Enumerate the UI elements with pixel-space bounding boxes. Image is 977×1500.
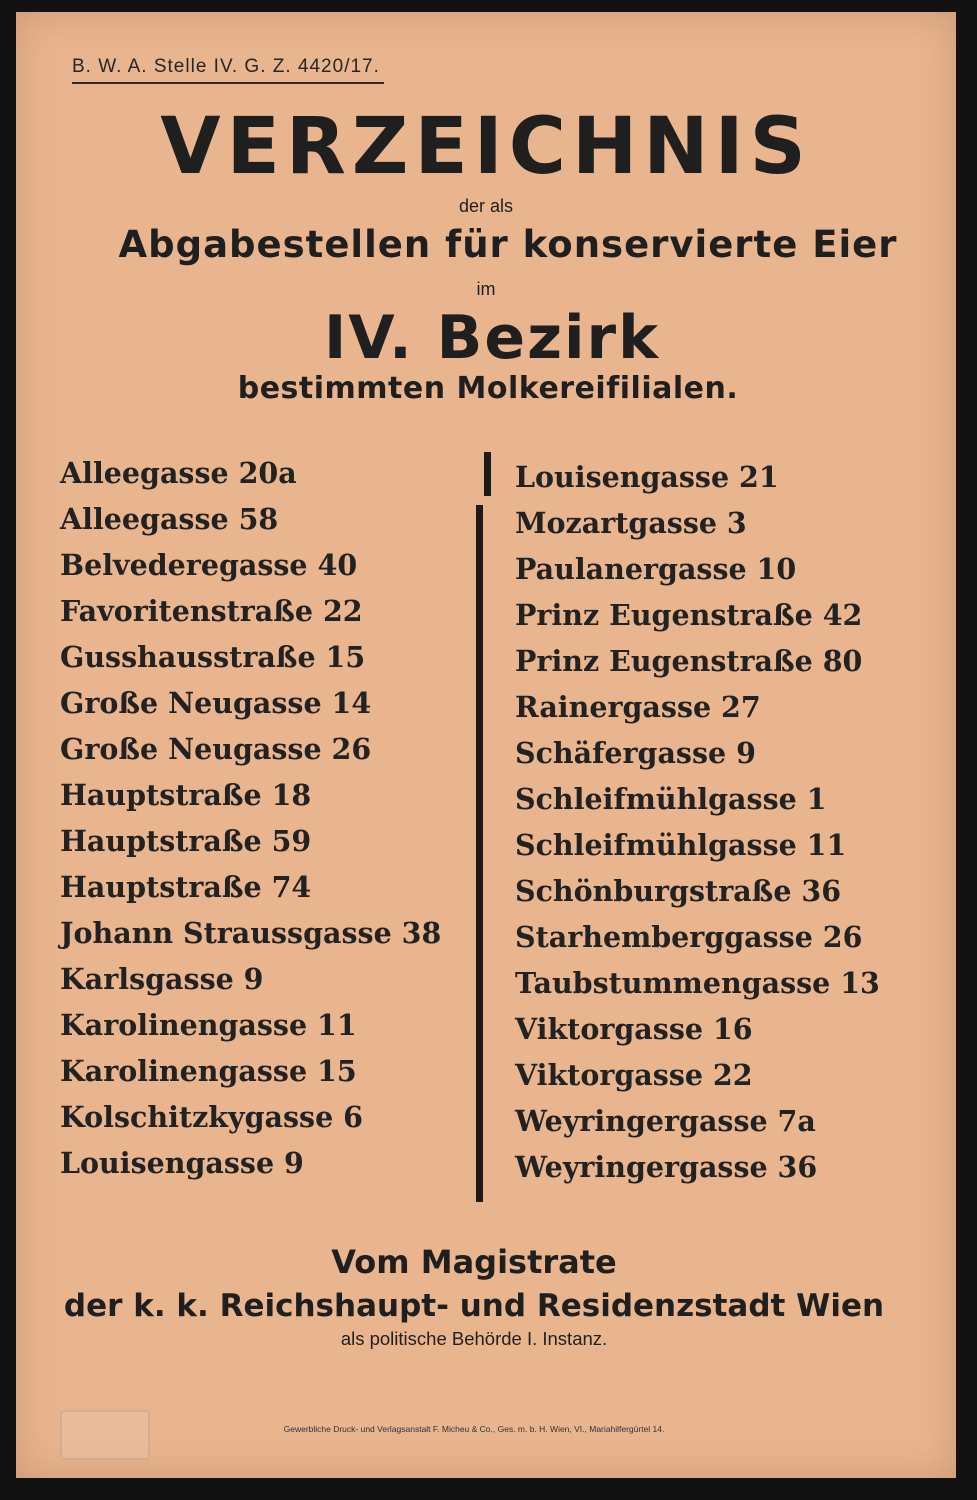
- district-heading: IV. Bezirk: [323, 303, 661, 373]
- list-item: Viktorgasse 16: [515, 1012, 753, 1046]
- column-divider-top: [484, 452, 491, 496]
- list-item: Gusshausstraße 15: [60, 640, 366, 674]
- address-list-right: [515, 454, 880, 1190]
- list-item: Alleegasse 58: [60, 502, 279, 536]
- connector-im: im: [476, 279, 496, 299]
- list-item: Weyringergasse 36: [515, 1150, 818, 1184]
- list-item: Karlsgasse 9: [60, 962, 264, 996]
- list-item: Alleegasse 20a: [60, 456, 297, 490]
- list-item: Schäfergasse 9: [515, 736, 756, 770]
- list-item: Johann Straussgasse 38: [60, 916, 442, 950]
- purpose-line: bestimmten Molkereifilialen.: [237, 371, 739, 406]
- list-item: Große Neugasse 26: [60, 732, 372, 766]
- archive-stamp: [60, 1410, 150, 1460]
- list-item: Taubstummengasse 13: [515, 966, 880, 1000]
- list-item: Louisengasse 21: [515, 460, 779, 494]
- list-item: Schönburgstraße 36: [515, 874, 842, 908]
- list-item: Belvederegasse 40: [60, 548, 358, 582]
- list-item: Große Neugasse 14: [60, 686, 372, 720]
- connector-der-als: der als: [458, 196, 514, 216]
- list-item: Weyringergasse 7a: [515, 1104, 816, 1138]
- authority-instance: als politische Behörde I. Instanz.: [340, 1328, 608, 1349]
- issuing-authority: Vom Magistrate: [331, 1243, 617, 1281]
- poster-subtitle: Abgabestellen für konservierte Eier: [118, 223, 898, 266]
- list-item: Paulanergasse 10: [515, 552, 797, 586]
- list-item: Prinz Eugenstraße 42: [515, 598, 863, 632]
- list-item: Prinz Eugenstraße 80: [515, 644, 863, 678]
- reference-number: B. W. A. Stelle IV. G. Z. 4420/17.: [72, 56, 384, 84]
- city-authority: der k. k. Reichshaupt- und Residenzstadt Wien: [63, 1288, 885, 1324]
- address-list-left: [60, 450, 441, 1186]
- list-item: Karolinengasse 11: [60, 1008, 357, 1042]
- list-item: Schleifmühlgasse 1: [515, 782, 827, 816]
- list-item: Rainergasse 27: [515, 690, 761, 724]
- list-item: Schleifmühlgasse 11: [515, 828, 847, 862]
- list-item: Karolinengasse 15: [60, 1054, 357, 1088]
- column-divider: [476, 505, 483, 1202]
- poster-title: VERZEICHNIS: [160, 102, 812, 192]
- list-item: Louisengasse 9: [60, 1146, 304, 1180]
- list-item: Viktorgasse 22: [515, 1058, 753, 1092]
- list-item: Kolschitzkygasse 6: [60, 1100, 363, 1134]
- list-item: Starhemberggasse 26: [515, 920, 863, 954]
- list-item: Mozartgasse 3: [515, 506, 747, 540]
- list-item: Hauptstraße 59: [60, 824, 312, 858]
- printer-imprint: Gewerbliche Druck- und Verlagsanstalt F. Micheu & Co., Ges. m. b. H. Wien, VI., Mariahilfergürtel 14.: [283, 1424, 665, 1434]
- list-item: Hauptstraße 18: [60, 778, 312, 812]
- list-item: Favoritenstraße 22: [60, 594, 363, 628]
- list-item: Hauptstraße 74: [60, 870, 312, 904]
